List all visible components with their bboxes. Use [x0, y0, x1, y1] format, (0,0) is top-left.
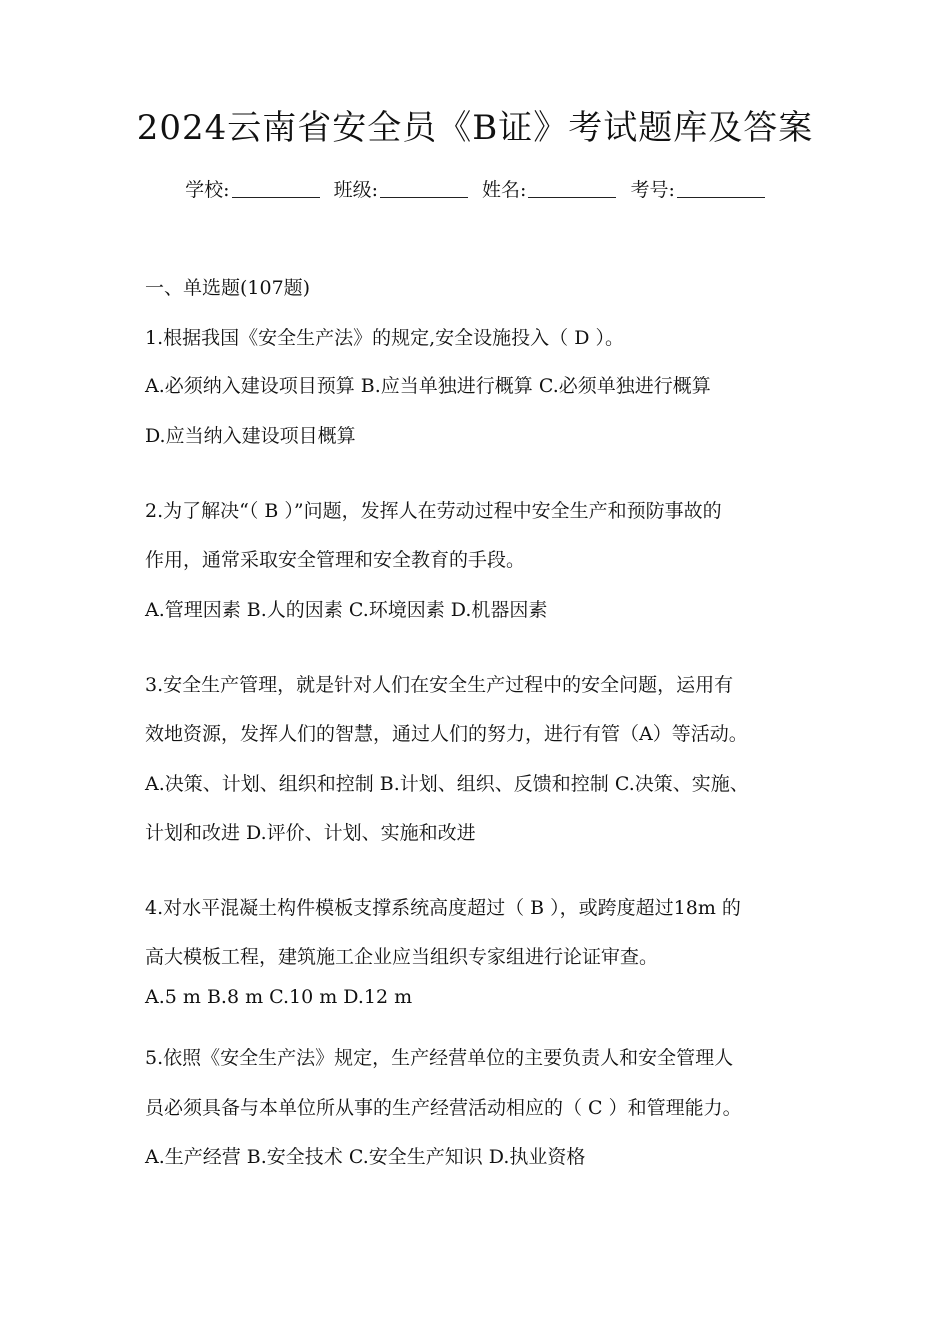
- class-field: [334, 175, 468, 202]
- exam-number-label: 考号:: [630, 179, 675, 201]
- question-3-stem-line-1: 3.安全生产管理，就是针对人们在安全生产过程中的安全问题，运用有: [145, 674, 734, 696]
- student-info-line: [0, 175, 950, 202]
- question-5-stem-line-1: 5.依照《安全生产法》规定，生产经营单位的主要负责人和安全管理人: [145, 1047, 734, 1069]
- exam-number-blank: [677, 179, 765, 198]
- class-blank: [380, 179, 468, 198]
- question-2-stem-line-2: 作用，通常采取安全管理和安全教育的手段。: [145, 549, 526, 571]
- question-4-stem-line-1: 4.对水平混凝土构件模板支撑系统高度超过（ B ），或跨度超过18m 的: [145, 897, 741, 919]
- section-heading: 一、单选题(107题): [145, 277, 311, 299]
- question-5-options: A.生产经营 B.安全技术 C.安全生产知识 D.执业资格: [145, 1146, 586, 1168]
- question-1-stem: 1.根据我国《安全生产法》的规定,安全设施投入（ D ）。: [145, 327, 624, 349]
- question-1-options-line-1: A.必须纳入建设项目预算 B.应当单独进行概算 C.必须单独进行概算: [145, 375, 711, 397]
- question-2-options: A.管理因素 B.人的因素 C.环境因素 D.机器因素: [145, 599, 548, 621]
- document-title: 2024云南省安全员《B证》考试题库及答案: [136, 108, 814, 148]
- name-field: [482, 175, 616, 202]
- question-1-options-line-2: D.应当纳入建设项目概算: [145, 425, 356, 447]
- school-label: 学校:: [185, 179, 230, 201]
- name-blank: [528, 179, 616, 198]
- question-5-stem-line-2: 员必须具备与本单位所从事的生产经营活动相应的（ C ）和管理能力。: [145, 1097, 742, 1119]
- school-blank: [232, 179, 320, 198]
- question-4-stem-line-2: 高大模板工程，建筑施工企业应当组织专家组进行论证审查。: [145, 946, 659, 968]
- exam-number-field: [630, 175, 764, 202]
- class-label: 班级:: [333, 179, 378, 201]
- question-3-stem-line-2: 效地资源，发挥人们的智慧，通过人们的努力，进行有管（A）等活动。: [145, 723, 748, 745]
- question-2-stem-line-1: 2.为了解决“（ B ）”问题，发挥人在劳动过程中安全生产和预防事故的: [145, 500, 722, 522]
- question-4-options: A.5 m B.8 m C.10 m D.12 m: [145, 986, 413, 1008]
- question-3-options-line-2: 计划和改进 D.评价、计划、实施和改进: [145, 822, 476, 844]
- question-3-options-line-1: A.决策、计划、组织和控制 B.计划、组织、反馈和控制 C.决策、实施、: [145, 773, 749, 795]
- school-field: [185, 175, 319, 202]
- name-label: 姓名:: [482, 179, 527, 201]
